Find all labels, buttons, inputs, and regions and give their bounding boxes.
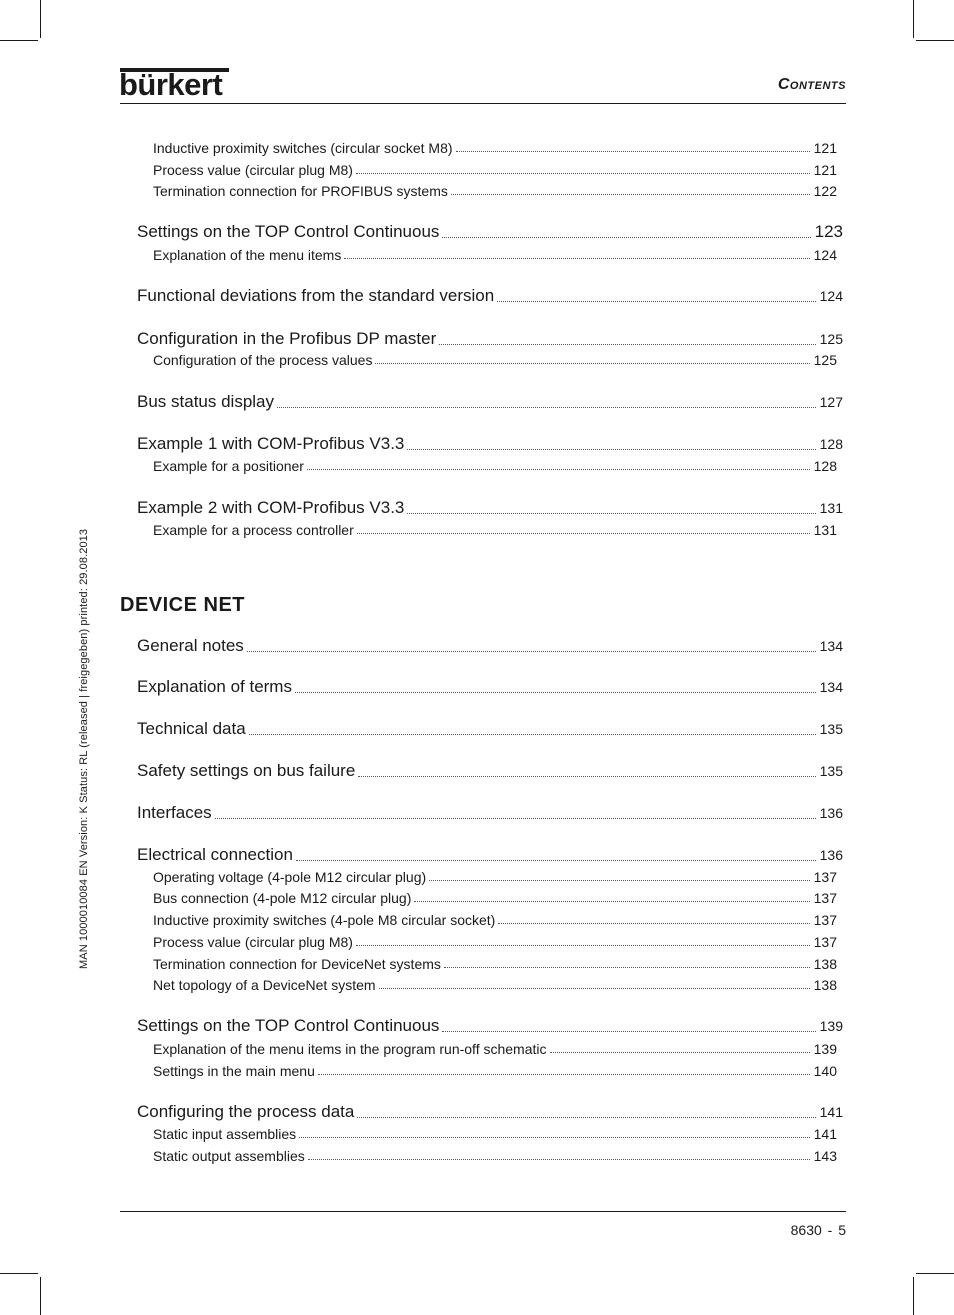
toc-entry-page: 137 [813, 890, 837, 906]
footer-divider [120, 1211, 846, 1212]
toc-subsection-entry[interactable] [153, 352, 837, 368]
toc-leader-dots [498, 923, 809, 924]
toc-chapter-entry[interactable] [137, 222, 843, 242]
toc-subsection-entry[interactable] [153, 869, 837, 885]
toc-entry-page: 137 [813, 912, 837, 928]
toc-leader-dots [550, 1052, 810, 1053]
toc-entry-title: Interfaces [137, 803, 212, 822]
toc-entry-title: Explanation of the menu items in the program run-off schematic [153, 1041, 547, 1057]
toc-subsection-entry[interactable] [153, 1063, 837, 1079]
toc-leader-dots [299, 1137, 809, 1138]
toc-entry-page: 134 [819, 679, 843, 695]
toc-entry-page: 136 [819, 805, 843, 821]
toc-leader-dots [358, 776, 815, 777]
toc-entry-page: 123 [814, 222, 843, 241]
toc-chapter-entry[interactable] [137, 845, 843, 865]
crop-mark [913, 1277, 914, 1315]
toc-leader-dots [357, 1117, 815, 1118]
toc-entry-page: 141 [813, 1126, 837, 1142]
toc-entry-title: Settings in the main menu [153, 1063, 315, 1079]
toc-entry-page: 125 [813, 352, 837, 368]
toc-chapter-entry[interactable] [137, 677, 843, 697]
toc-entry-page: 143 [813, 1148, 837, 1164]
toc-entry-page: 127 [819, 394, 843, 410]
toc-leader-dots [249, 734, 816, 735]
toc-leader-dots [375, 363, 809, 364]
toc-leader-dots [356, 945, 810, 946]
toc-entry-page: 138 [813, 956, 837, 972]
section-title-devicenet: DEVICE NET [120, 594, 246, 616]
toc-entry-page: 125 [819, 331, 843, 347]
toc-leader-dots [357, 533, 810, 534]
toc-leader-dots [295, 692, 816, 693]
toc-leader-dots [429, 880, 810, 881]
toc-leader-dots [379, 988, 810, 989]
toc-entry-title: Explanation of the menu items [153, 247, 342, 263]
toc-entry-title: Bus connection (4-pole M12 circular plug) [153, 890, 412, 906]
toc-entry-page: 131 [813, 522, 837, 538]
toc-chapter-entry[interactable] [137, 498, 843, 518]
toc-subsection-entry[interactable] [153, 162, 837, 178]
toc-subsection-entry[interactable] [153, 247, 837, 263]
toc-subsection-entry[interactable] [153, 183, 837, 199]
toc-entry-page: 131 [819, 500, 843, 516]
toc-entry-title: Inductive proximity switches (circular socket M8) [153, 140, 453, 156]
toc-leader-dots [451, 194, 810, 195]
toc-leader-dots [356, 173, 810, 174]
toc-chapter-entry[interactable] [137, 434, 843, 454]
header-section-label: Contents [777, 76, 846, 93]
toc-entry-page: 141 [819, 1104, 843, 1120]
toc-entry-title: Technical data [137, 719, 246, 738]
toc-entry-title: Electrical connection [137, 845, 293, 864]
toc-chapter-entry[interactable] [137, 719, 843, 739]
toc-leader-dots [497, 301, 815, 302]
toc-entry-page: 128 [819, 436, 843, 452]
toc-entry-title: Operating voltage (4-pole M12 circular plug) [153, 869, 427, 885]
toc-entry-title: Configuration of the process values [153, 352, 373, 368]
toc-entry-title: General notes [137, 636, 244, 655]
toc-entry-page: 136 [819, 847, 843, 863]
crop-mark [0, 1273, 38, 1274]
toc-entry-page: 134 [819, 638, 843, 654]
toc-leader-dots [414, 901, 809, 902]
toc-entry-title: Process value (circular plug M8) [153, 162, 353, 178]
toc-entry-title: Termination connection for PROFIBUS systems [153, 183, 448, 199]
toc-entry-title: Bus status display [137, 392, 275, 411]
crop-mark [916, 40, 954, 41]
toc-subsection-entry[interactable] [153, 522, 837, 538]
toc-entry-page: 124 [813, 247, 837, 263]
toc-entry-page: 138 [813, 977, 837, 993]
toc-subsection-entry[interactable] [153, 934, 837, 950]
toc-chapter-entry[interactable] [137, 636, 843, 656]
toc-entry-title: Settings on the TOP Control Continuous [137, 1016, 440, 1035]
toc-leader-dots [442, 1031, 815, 1032]
toc-subsection-entry[interactable] [153, 1148, 837, 1164]
toc-entry-page: 135 [819, 763, 843, 779]
document-status-note: MAN 1000010084 EN Version: K Status: RL (released | freigegeben) printed: 29.08.2013 [78, 528, 90, 969]
toc-leader-dots [277, 407, 816, 408]
toc-leader-dots [308, 1159, 810, 1160]
logo-wordmark: bürkert [119, 67, 223, 102]
toc-entry-title: Net topology of a DeviceNet system [153, 977, 376, 993]
toc-entry-page: 139 [819, 1018, 843, 1034]
toc-subsection-entry[interactable] [153, 890, 837, 906]
toc-subsection-entry[interactable] [153, 912, 837, 928]
toc-entry-title: Example for a process controller [153, 522, 354, 538]
toc-entry-page: 137 [813, 934, 837, 950]
toc-leader-dots [439, 344, 815, 345]
toc-chapter-entry[interactable] [137, 392, 843, 412]
toc-subsection-entry[interactable] [153, 977, 837, 993]
header-divider [120, 103, 846, 104]
toc-subsection-entry[interactable] [153, 956, 837, 972]
toc-entry-title: Configuration in the Profibus DP master [137, 329, 437, 348]
toc-subsection-entry[interactable] [153, 458, 837, 474]
toc-leader-dots [215, 818, 816, 819]
toc-chapter-entry[interactable] [137, 1016, 843, 1036]
toc-entry-title: Process value (circular plug M8) [153, 934, 353, 950]
toc-leader-dots [442, 237, 810, 238]
toc-leader-dots [344, 258, 809, 259]
toc-entry-title: Inductive proximity switches (4-pole M8 circular socket) [153, 912, 496, 928]
toc-entry-title: Termination connection for DeviceNet systems [153, 956, 441, 972]
toc-entry-title: Example 1 with COM-Profibus V3.3 [137, 434, 405, 453]
toc-leader-dots [407, 449, 815, 450]
toc-leader-dots [247, 651, 816, 652]
toc-chapter-entry[interactable] [137, 761, 843, 781]
toc-entry-title: Example 2 with COM-Profibus V3.3 [137, 498, 405, 517]
toc-entry-page: 140 [813, 1063, 837, 1079]
toc-entry-page: 137 [813, 869, 837, 885]
crop-mark [0, 40, 38, 41]
toc-entry-title: Safety settings on bus failure [137, 761, 356, 780]
burkert-logo [120, 68, 230, 102]
toc-entry-page: 122 [813, 183, 837, 199]
toc-leader-dots [307, 469, 810, 470]
toc-subsection-entry[interactable] [153, 1041, 837, 1057]
toc-chapter-entry[interactable] [137, 329, 843, 349]
crop-mark [916, 1273, 954, 1274]
crop-mark [40, 0, 41, 38]
toc-leader-dots [296, 860, 816, 861]
toc-subsection-entry[interactable] [153, 1126, 837, 1142]
toc-entry-title: Static output assemblies [153, 1148, 305, 1164]
toc-leader-dots [444, 967, 810, 968]
toc-entry-page: 135 [819, 721, 843, 737]
toc-entry-title: Settings on the TOP Control Continuous [137, 222, 440, 241]
toc-leader-dots [318, 1074, 810, 1075]
toc-entry-page: 121 [813, 140, 837, 156]
toc-entry-title: Example for a positioner [153, 458, 304, 474]
toc-leader-dots [407, 513, 815, 514]
toc-leader-dots [456, 151, 810, 152]
toc-entry-title: Functional deviations from the standard version [137, 286, 495, 305]
toc-entry-title: Explanation of terms [137, 677, 292, 696]
crop-mark [40, 1277, 41, 1315]
toc-chapter-entry[interactable] [137, 286, 843, 306]
toc-entry-page: 124 [819, 288, 843, 304]
toc-entry-page: 121 [813, 162, 837, 178]
toc-subsection-entry[interactable] [153, 140, 837, 156]
toc-entry-page: 128 [813, 458, 837, 474]
toc-chapter-entry[interactable] [137, 1102, 843, 1122]
toc-entry-title: Configuring the process data [137, 1102, 355, 1121]
toc-entry-title: Static input assemblies [153, 1126, 297, 1142]
crop-mark [913, 0, 914, 38]
toc-chapter-entry[interactable] [137, 803, 843, 823]
toc-entry-page: 139 [813, 1041, 837, 1057]
footer-page-number: 8630 - 5 [790, 1222, 846, 1238]
